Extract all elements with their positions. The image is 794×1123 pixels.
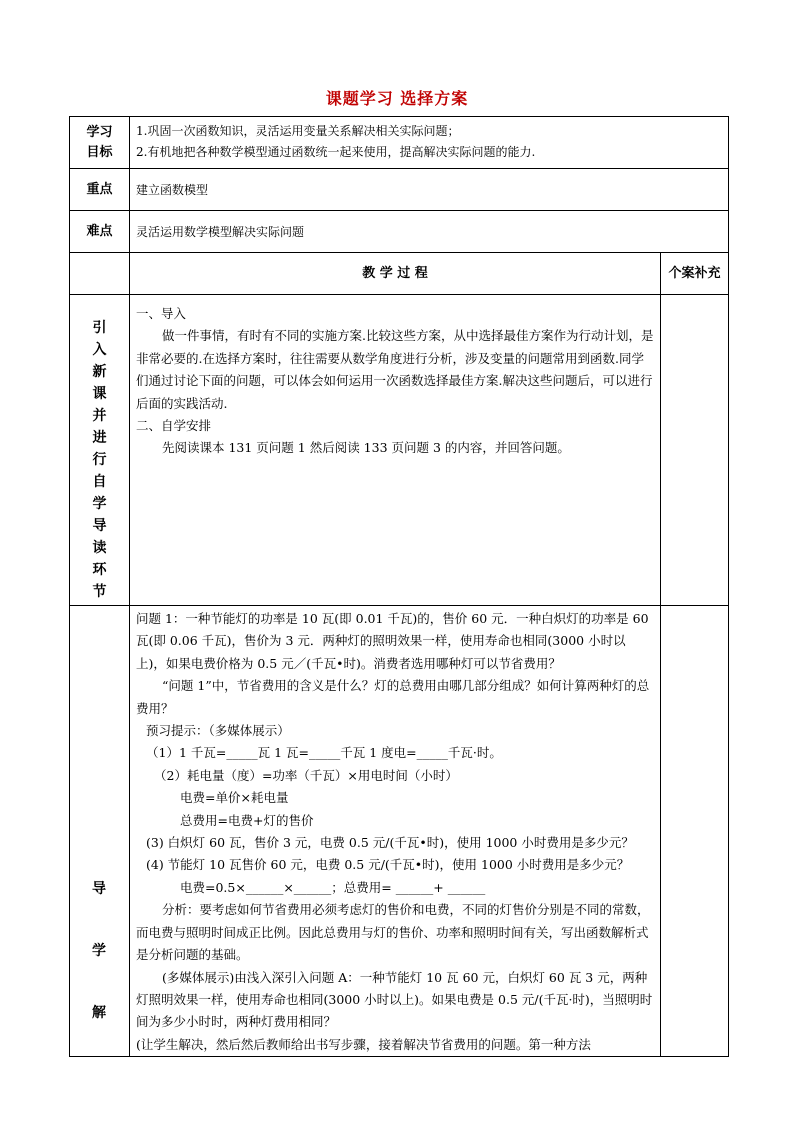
difficulty-content: 灵活运用数学模型解决实际问题 bbox=[130, 211, 729, 253]
difficulty-label: 难点 bbox=[70, 211, 130, 253]
process-header-row bbox=[70, 253, 729, 295]
objective-item: 2.有机地把各种数学模型通过函数统一起来使用，提高解决实际问题的能力. bbox=[136, 145, 536, 159]
self-study-heading: 二、自学安排 bbox=[136, 418, 212, 434]
guided-section-content bbox=[130, 606, 661, 1057]
intro-section-content bbox=[130, 295, 661, 606]
objectives-label-line2: 目标 bbox=[86, 144, 113, 160]
process-header-blank bbox=[70, 253, 130, 295]
process-header: 教 学 过 程 bbox=[130, 253, 661, 295]
guided-section-row bbox=[70, 606, 729, 1057]
hint-formula-cost: 电费=单价×耗电量 bbox=[180, 790, 289, 806]
guided-label-char: 解 bbox=[92, 1005, 106, 1021]
intro-section-vertical-label: 引 入 新 课 并 进 行 自 学 导 读 环 节 bbox=[92, 320, 107, 600]
student-solve-note: (让学生解决，然后然后教师给出书写步骤，接着解决节省费用的问题。第一种方法 bbox=[136, 1036, 591, 1052]
key-point-label: 重点 bbox=[70, 169, 130, 211]
problem-a: (多媒体展示)由浅入深引入问题 A：一种节能灯 10 瓦 60 元，白炽灯 60 瓦 3 元，两种灯照明效果一样，使用寿命也相同(3000 小时以上)。如果电费是 0.5 元/(千瓦·时)，当照明时间为多少小时时，两种灯费用相同？ bbox=[136, 969, 653, 1030]
hint-item-4: (4) 节能灯 10 瓦售价 60 元，电费 0.5 元/(千瓦•时)，使用 1000 小时费用是多少元？ bbox=[146, 857, 630, 873]
guided-supplement-cell bbox=[661, 606, 729, 1057]
guided-label-char: 学 bbox=[92, 943, 106, 959]
self-study-paragraph: 先阅读课本 131 页问题 1 然后阅读 133 页问题 3 的内容，并回答问题。 bbox=[162, 440, 570, 456]
intro-section-label bbox=[70, 295, 130, 606]
intro-section-row bbox=[70, 295, 729, 606]
supplement-header: 个案补充 bbox=[661, 253, 729, 295]
objectives-row bbox=[70, 117, 729, 169]
key-point-row bbox=[70, 169, 729, 211]
lesson-plan-table bbox=[69, 116, 729, 1057]
objectives-label bbox=[70, 117, 130, 169]
problem-1-question: “问题 1”中，节省费用的含义是什么？灯的总费用由哪几部分组成？如何计算两种灯的总费用？ bbox=[136, 678, 650, 716]
key-point-content: 建立函数模型 bbox=[130, 169, 729, 211]
hint-item-2: （2）耗电量（度）=功率（千瓦）×用电时间（小时） bbox=[154, 767, 458, 783]
objective-item: 1.巩固一次函数知识，灵活运用变量关系解决相关实际问题； bbox=[136, 124, 460, 138]
intro-paragraph: 做一件事情，有时有不同的实施方案.比较这些方案，从中选择最佳方案作为行动计划，是非常必要的.在选择方案时，往往需要从数学角度进行分析，涉及变量的问题常用到函数.同学们通过讨论下面的问题，可以体会如何运用一次函数选择最佳方案.解决这些问题后，可以进行后面的实践活动. bbox=[136, 328, 654, 411]
intro-supplement-cell bbox=[661, 295, 729, 606]
preview-hint: 预习提示：（多媒体展示） bbox=[146, 723, 290, 739]
hint-formula-total: 总费用=电费+灯的售价 bbox=[180, 812, 314, 828]
hint-item-3: (3) 白炽灯 60 瓦，售价 3 元，电费 0.5 元/(千瓦•时)，使用 1000 小时费用是多少元？ bbox=[146, 835, 634, 851]
difficulty-row bbox=[70, 211, 729, 253]
guided-label-char: 导 bbox=[92, 881, 106, 897]
guided-section-label bbox=[70, 606, 130, 1057]
problem-1: 问题 1：一种节能灯的功率是 10 瓦(即 0.01 千瓦)的，售价 60 元．一种白炽灯的功率是 60 瓦(即 0.06 千瓦)，售价为 3 元．两种灯的照明效果一样，使用寿命也相同(3000 小时以上)，如果电费价格为 0.5 元／(千瓦•时)。消费者选用哪种灯可以节省费用？ bbox=[136, 611, 649, 671]
intro-heading: 一、导入 bbox=[136, 306, 187, 321]
analysis-paragraph: 分析：要考虑如何节省费用必须考虑灯的售价和电费，不同的灯售价分别是不同的常数，而电费与照明时间成正比例。因此总费用与灯的售价、功率和照明时间有关，写出函数解析式是分析问题的基础。 bbox=[136, 902, 650, 963]
objectives-label-line1: 学习 bbox=[86, 124, 113, 140]
hint-item-1: （1）1 千瓦=_____瓦 1 瓦=_____千瓦 1 度电=_____千瓦·时。 bbox=[146, 745, 502, 761]
objectives-content bbox=[130, 117, 729, 169]
document-title: 课题学习 选择方案 bbox=[325, 89, 469, 108]
hint-fill-blanks: 电费=0.5×______×______；总费用= ______+ ______ bbox=[180, 879, 486, 895]
